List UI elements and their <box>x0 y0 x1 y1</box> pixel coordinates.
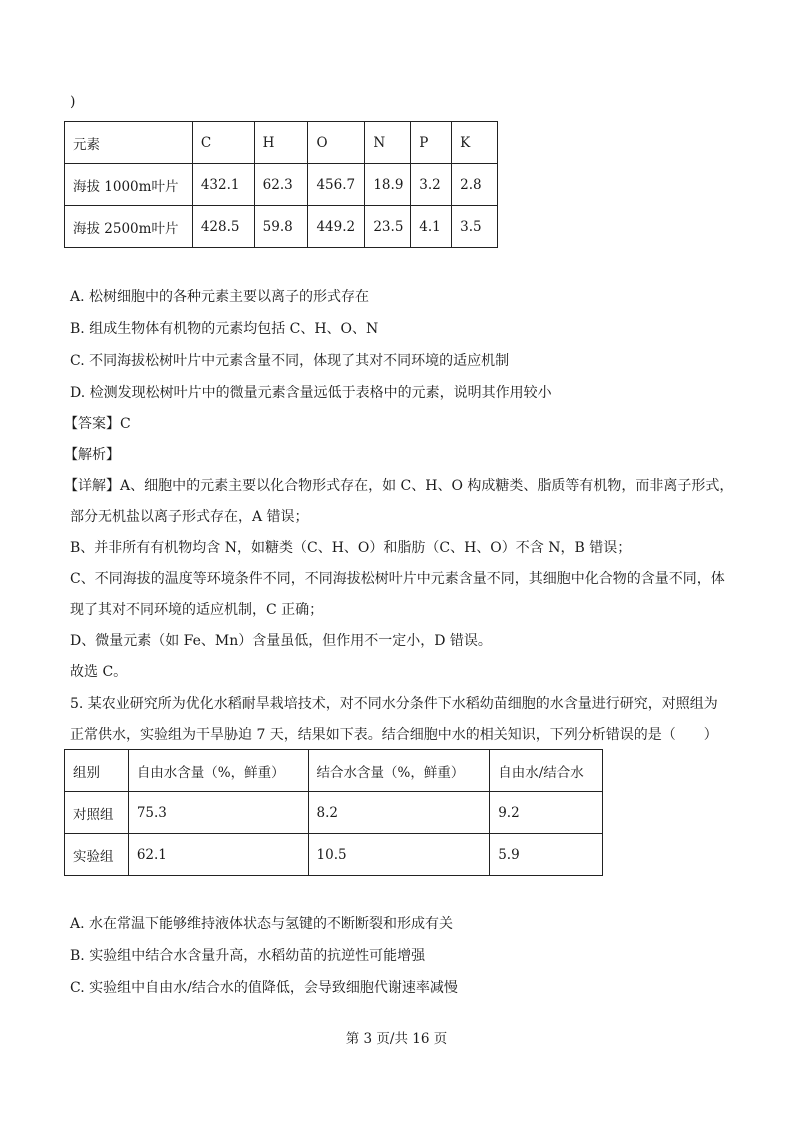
table-cell: 62.1 <box>128 834 308 876</box>
table-header-row <box>65 750 603 792</box>
table-header-cell: H <box>254 122 308 164</box>
table-cell: 59.8 <box>254 206 308 248</box>
table-header-cell: 元素 <box>65 122 193 164</box>
table-cell: 9.2 <box>490 792 603 834</box>
detail-line: 故选 C。 <box>70 664 128 680</box>
table-cell: 456.7 <box>308 164 365 206</box>
table-cell: 75.3 <box>128 792 308 834</box>
table-header-cell: 自由水/结合水 <box>490 750 603 792</box>
detail-line: B、并非所有有机物均含 N，如糖类（C、H、O）和脂肪（C、H、O）不含 N，B 错误； <box>70 540 632 556</box>
table-cell: 2.8 <box>452 164 498 206</box>
table-cell: 海拔 1000m叶片 <box>65 164 193 206</box>
table-header-cell: P <box>411 122 452 164</box>
option-b: B. 实验组中结合水含量升高，水稻幼苗的抗逆性可能增强 <box>70 948 426 964</box>
table-header-cell: C <box>192 122 254 164</box>
table-header-cell: N <box>365 122 411 164</box>
table-cell: 428.5 <box>192 206 254 248</box>
table-cell: 实验组 <box>65 834 129 876</box>
table-cell: 3.2 <box>411 164 452 206</box>
question-stem: 正常供水，实验组为干旱胁迫 7 天，结果如下表。结合细胞中水的相关知识，下列分析错误的是（ ） <box>70 727 718 743</box>
detail-line: 【详解】A、细胞中的元素主要以化合物形式存在，如 C、H、O 构成糖类、脂质等有机物，而非离子形式， <box>64 478 734 494</box>
table-header-row <box>65 122 498 164</box>
table-cell: 4.1 <box>411 206 452 248</box>
page-footer: 第 3 页/共 16 页 <box>345 1031 448 1047</box>
element-content-table <box>64 121 498 248</box>
table-row <box>65 206 498 248</box>
table-cell: 449.2 <box>308 206 365 248</box>
detail-line: 部分无机盐以离子形式存在，A 错误； <box>70 509 309 525</box>
table-header-cell: K <box>452 122 498 164</box>
table-row <box>65 792 603 834</box>
table-cell: 10.5 <box>308 834 490 876</box>
table-cell: 62.3 <box>254 164 308 206</box>
option-c: C. 实验组中自由水/结合水的值降低，会导致细胞代谢速率减慢 <box>70 980 458 996</box>
table-header-cell: 结合水含量（%，鲜重） <box>308 750 490 792</box>
table-header-cell: 组别 <box>65 750 129 792</box>
option-b: B. 组成生物体有机物的元素均包括 C、H、O、N <box>70 321 379 337</box>
analysis-label: 【解析】 <box>64 447 120 463</box>
table-row <box>65 164 498 206</box>
table-cell: 8.2 <box>308 792 490 834</box>
detail-line: D、微量元素（如 Fe、Mn）含量虽低，但作用不一定小，D 错误。 <box>70 633 492 649</box>
table-cell: 3.5 <box>452 206 498 248</box>
table-cell: 5.9 <box>490 834 603 876</box>
table-cell: 432.1 <box>192 164 254 206</box>
table-row <box>65 834 603 876</box>
table-cell: 海拔 2500m叶片 <box>65 206 193 248</box>
table-header-cell: 自由水含量（%，鲜重） <box>128 750 308 792</box>
option-c: C. 不同海拔松树叶片中元素含量不同，体现了其对不同环境的适应机制 <box>70 353 510 369</box>
table-header-cell: O <box>308 122 365 164</box>
option-a: A. 松树细胞中的各种元素主要以离子的形式存在 <box>70 289 370 305</box>
detail-line: 现了其对不同环境的适应机制，C 正确； <box>70 602 324 618</box>
table-cell: 23.5 <box>365 206 411 248</box>
detail-line: C、不同海拔的温度等环境条件不同，不同海拔松树叶片中元素含量不同，其细胞中化合物的含量不同，体 <box>70 571 725 587</box>
water-content-table <box>64 749 603 876</box>
question-stem: 5. 某农业研究所为优化水稻耐旱栽培技术，对不同水分条件下水稻幼苗细胞的水含量进行研究，对照组为 <box>70 696 718 712</box>
answer-label: 【答案】C <box>64 416 131 432</box>
text-fragment: ) <box>70 94 76 110</box>
table-cell: 对照组 <box>65 792 129 834</box>
option-a: A. 水在常温下能够维持液体状态与氢键的不断断裂和形成有关 <box>70 916 454 932</box>
table-cell: 18.9 <box>365 164 411 206</box>
option-d: D. 检测发现松树叶片中的微量元素含量远低于表格中的元素，说明其作用较小 <box>70 385 552 401</box>
